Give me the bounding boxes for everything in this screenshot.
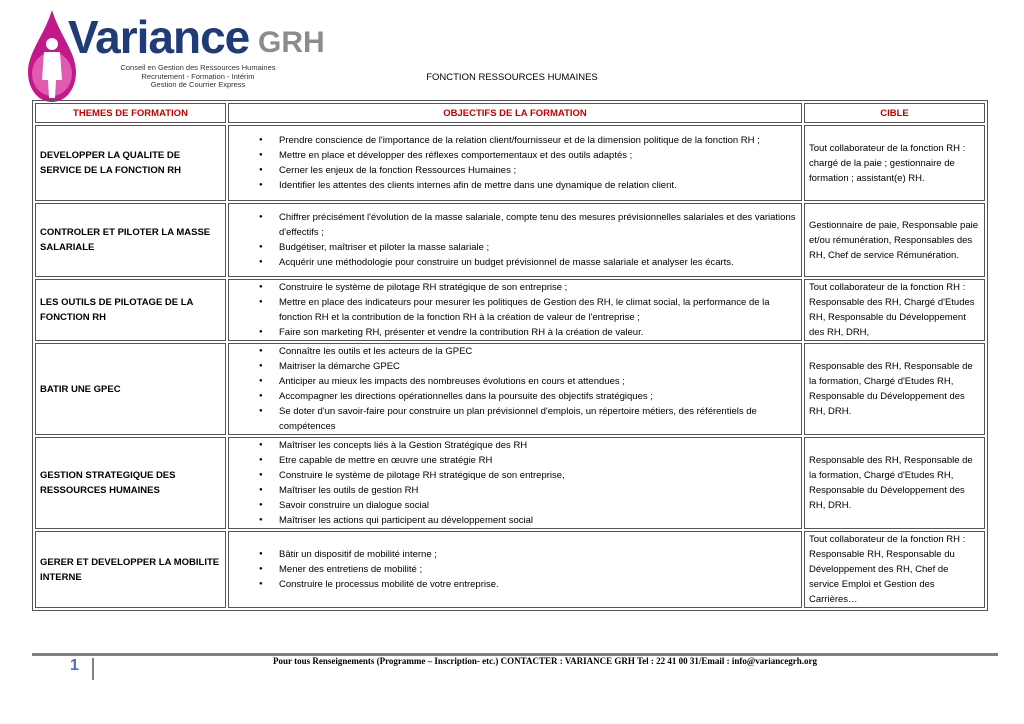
theme-cell: BATIR UNE GPEC (35, 343, 226, 435)
objective-item: ● Bâtir un dispositif de mobilité interne ; (279, 547, 797, 562)
table-row (35, 437, 985, 529)
table-header-row (35, 103, 985, 123)
document-title: FONCTION RESSOURCES HUMAINES (426, 72, 598, 83)
objective-item: ● Savoir construire un dialogue social (279, 498, 797, 513)
objectives-cell (228, 279, 802, 341)
cible-cell: Tout collaborateur de la fonction RH : Responsable RH, Responsable du Développement des RH, Chef de service Emploi et Gestion des Carrières… (804, 531, 985, 608)
logo-brand: Variance (68, 11, 250, 63)
objective-item: ● Se doter d'un savoir-faire pour construire un plan prévisionnel d'emplois, un répertoire métiers, des référentiels de compétences (279, 404, 797, 434)
objective-item: ● Prendre conscience de l'importance de la relation client/fournisseur et de la dimension politique de la fonction RH ; (279, 133, 797, 148)
objective-item: ● Budgétiser, maîtriser et piloter la masse salariale ; (279, 240, 797, 255)
objective-item: ● Connaître les outils et les acteurs de la GPEC (279, 344, 797, 359)
objective-item: ● Maîtriser les actions qui participent au développement social (279, 513, 797, 528)
objective-item: ● Etre capable de mettre en œuvre une stratégie RH (279, 453, 797, 468)
objective-item: ● Maîtriser les concepts liés à la Gestion Stratégique des RH (279, 438, 797, 453)
page-number: 1 (70, 657, 79, 674)
header-cible: CIBLE (804, 103, 985, 123)
table-row (35, 343, 985, 435)
cible-cell: Responsable des RH, Responsable de la formation, Chargé d'Etudes RH, Responsable du Développement des RH, DRH. (804, 437, 985, 529)
theme-cell: GERER ET DEVELOPPER LA MOBILITE INTERNE (35, 531, 226, 608)
objective-item: ● Chiffrer précisément l'évolution de la masse salariale, compte tenu des mesures prévisionnelles salariales et des variations d'effectifs ; (279, 210, 797, 240)
theme-cell: LES OUTILS DE PILOTAGE DE LA FONCTION RH (35, 279, 226, 341)
objectives-cell (228, 531, 802, 608)
cible-cell: Tout collaborateur de la fonction RH : Responsable des RH, Chargé d'Etudes RH, Responsable du Développement des RH, DRH, (804, 279, 985, 341)
objective-item: ● Cerner les enjeux de la fonction Ressources Humaines ; (279, 163, 797, 178)
objectives-cell (228, 343, 802, 435)
theme-cell: DEVELOPPER LA QUALITE DE SERVICE DE LA FONCTION RH (35, 125, 226, 201)
table-row (35, 279, 985, 341)
footer-contact: Pour tous Renseignements (Programme – Inscription- etc.) CONTACTER : VARIANCE GRH Tel : 22 41 00 31/Email : info@variancegrh.org (272, 656, 817, 666)
objective-item: ● Acquérir une méthodologie pour construire un budget prévisionnel de masse salariale et analyser les écarts. (279, 255, 797, 270)
objective-item: ● Construire le système de pilotage RH stratégique de son entreprise, (279, 468, 797, 483)
table-row (35, 531, 985, 608)
objective-item: ● Construire le système de pilotage RH stratégique de son entreprise ; (279, 280, 797, 295)
objective-item: ● Maîtriser les outils de gestion RH (279, 483, 797, 498)
objective-item: ● Accompagner les directions opérationnelles dans la poursuite des objectifs stratégiques ; (279, 389, 797, 404)
logo-brand-suffix: GRH (258, 26, 325, 59)
objective-item: ● Mettre en place et développer des réflexes comportementaux et des outils adaptés ; (279, 148, 797, 163)
objectives-cell (228, 437, 802, 529)
header-themes: THEMES DE FORMATION (35, 103, 226, 123)
tagline-line: Gestion de Courrier Express (150, 80, 246, 90)
theme-cell: GESTION STRATEGIQUE DES RESSOURCES HUMAINES (35, 437, 226, 529)
objective-item: ● Identifier les attentes des clients internes afin de mettre dans une dynamique de relation client. (279, 178, 797, 193)
objective-item: ● Construire le processus mobilité de votre entreprise. (279, 577, 797, 592)
objectives-cell (228, 125, 802, 201)
tagline-line: Recrutement - Formation - Intérim (141, 71, 255, 81)
objective-item: ● Faire son marketing RH, présenter et vendre la contribution RH à la création de valeur. (279, 325, 797, 340)
table-row (35, 125, 985, 201)
objective-item: ● Mettre en place des indicateurs pour mesurer les politiques de Gestion des RH, le climat social, la performance de la fonction RH et la contribution de la fonction RH à la création de valeur de l'entreprise ; (279, 295, 797, 325)
objective-item: ● Anticiper au mieux les impacts des nombreuses évolutions en cours et attendues ; (279, 374, 797, 389)
training-table (32, 100, 988, 611)
header-objectifs: OBJECTIFS DE LA FORMATION (228, 103, 802, 123)
tagline-line: Conseil en Gestion des Ressources Humaines (120, 63, 276, 72)
theme-cell: CONTROLER ET PILOTER LA MASSE SALARIALE (35, 203, 226, 277)
cible-cell: Responsable des RH, Responsable de la formation, Chargé d'Etudes RH, Responsable du Développement des RH, DRH. (804, 343, 985, 435)
table-row (35, 203, 985, 277)
objectives-cell (228, 203, 802, 277)
cible-cell: Gestionnaire de paie, Responsable paie et/ou rémunération, Responsables des RH, Chef de service Rémunération. (804, 203, 985, 277)
company-logo (22, 8, 325, 100)
objective-item: ● Maitriser la démarche GPEC (279, 359, 797, 374)
objective-item: ● Mener des entretiens de mobilité ; (279, 562, 797, 577)
cible-cell: Tout collaborateur de la fonction RH : chargé de la paie ; gestionnaire de formation ; assistant(e) RH. (804, 125, 985, 201)
